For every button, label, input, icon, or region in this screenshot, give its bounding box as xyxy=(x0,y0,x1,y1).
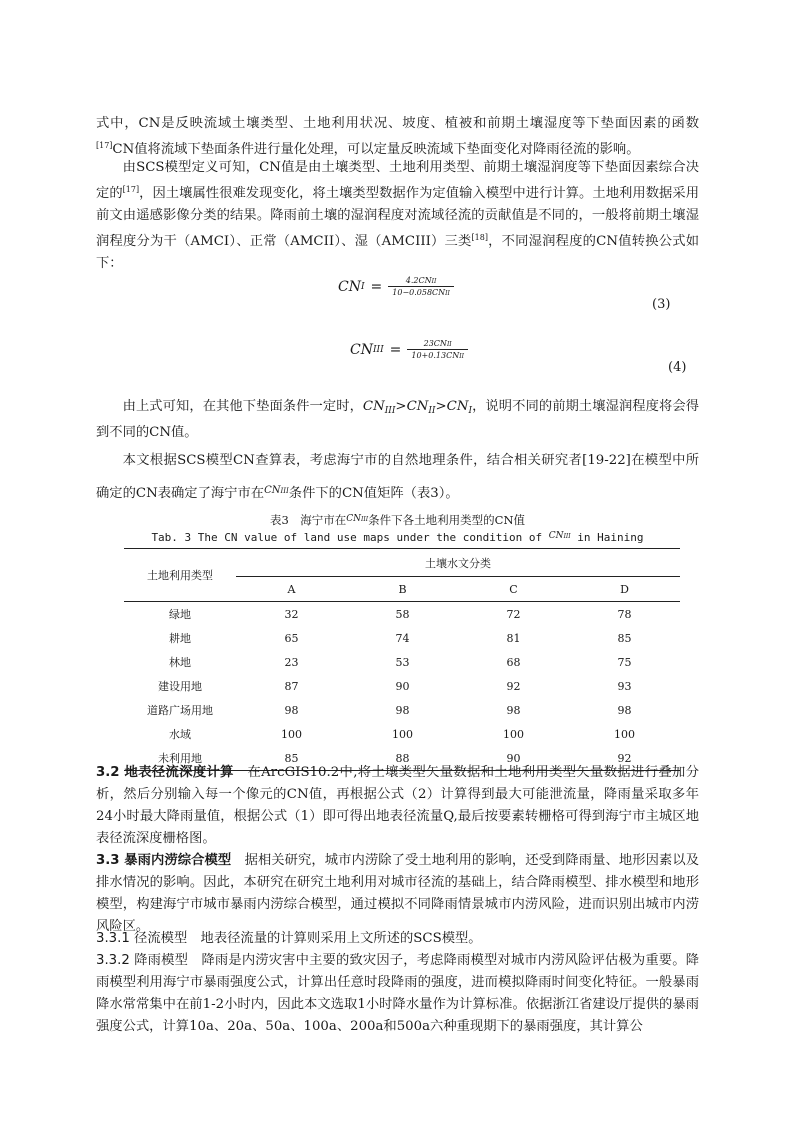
col-header-d: D xyxy=(569,577,680,602)
cn-value-table xyxy=(124,548,680,771)
table-cell: 74 xyxy=(395,631,410,645)
formula-fraction xyxy=(407,339,468,360)
cn-sub: I xyxy=(468,406,473,416)
table-caption-zh xyxy=(96,512,699,528)
section-3-3-1 xyxy=(96,928,699,950)
table-cell: 100 xyxy=(614,727,635,741)
table-caption-en xyxy=(96,531,699,544)
row-label: 水域 xyxy=(169,728,191,741)
table-cell: 58 xyxy=(395,607,410,621)
cn-iii-symbol xyxy=(549,531,571,541)
caption-text: 条件下各土地利用类型的CN值 xyxy=(368,513,526,527)
table-cell: 75 xyxy=(617,655,632,669)
equals-sign: = xyxy=(389,341,402,358)
col-header-a: A xyxy=(236,577,347,602)
row-label: 未利用地 xyxy=(124,746,236,771)
table-cell: 98 xyxy=(617,703,632,717)
row-label: 耕地 xyxy=(169,632,191,645)
table-cell: 87 xyxy=(284,679,299,693)
denominator-text: 10−0.058CN xyxy=(392,288,446,297)
table-cell: 72 xyxy=(506,607,521,621)
citation: [17] xyxy=(122,185,140,194)
paragraph-text: 条件下的CN值矩阵（表3）。 xyxy=(288,486,459,501)
formula-lhs: CN xyxy=(338,278,361,295)
col-header-b: B xyxy=(347,577,458,602)
table-cell: 90 xyxy=(395,679,410,693)
paragraph-text: 式中，CN是反映流域土壤类型、土地利用状况、坡度、植被和前期土壤湿度等下垫面因素的函数 xyxy=(96,116,699,131)
table-row xyxy=(124,674,680,698)
cn-sub: III xyxy=(280,487,289,495)
table-cell: 65 xyxy=(284,631,299,645)
cn-iii-symbol xyxy=(346,514,368,524)
table-cell: 90 xyxy=(458,746,569,771)
section-body: 据相关研究，城市内涝除了受土地利用的影响，还受到降雨量、地形因素以及排水情况的影响。因此，本研究在研究土地利用对城市径流的基础上，结合降雨模型、排水模型和地形模型，构建海宁市城市暴雨内涝综合模型，通过模拟不同降雨情景城市内涝风险，进而识别出城市内涝风险区。 xyxy=(96,853,700,934)
formula-subscript: I xyxy=(360,281,365,292)
numerator-text: 23CN xyxy=(423,339,447,348)
table-cell: 98 xyxy=(284,703,299,717)
paragraph-text: ，因土壤属性很难发现变化，将土壤类型数据作为定值输入模型中进行计算。土地利用数据采用前文由遥感影像分类的结果。降雨前土壤的湿润程度对流域径流的贡献值是不同的，一般将前期土壤湿润程度分为干（AMCI）、正常（AMCII）、湿（AMCIII）三类 xyxy=(96,186,700,249)
cn-symbol: CN xyxy=(264,485,281,496)
section-body: 降雨是内涝灾害中主要的致灾因子，考虑降雨模型对城市内涝风险评估极为重要。降雨模型利用海宁市暴雨强度公式，计算出任意时段降雨的强度，进而模拟降雨时间变化特征。一般暴雨降水常常集中在前1-2小时内，因此本文选取1小时降水量作为计算标准。依据浙江省建设厅提供的暴雨强度公式，计算10a、20a、50a、100a、200a和500a六种重现期下的暴雨强度，其计算公 xyxy=(96,953,700,1034)
table-cell: 98 xyxy=(395,703,410,717)
section-3-3 xyxy=(96,850,699,938)
cn-symbol: CN xyxy=(362,399,385,414)
cn-symbol: CN xyxy=(446,399,469,414)
denominator xyxy=(388,286,454,297)
table-row xyxy=(124,626,680,650)
paragraph-text: 本文根据SCS模型CN查算表，考虑海宁市的自然地理条件，结合相关研究者[19-22]在模型中所确定的CN表确定了海宁市在 xyxy=(96,453,699,501)
table-cell: 92 xyxy=(506,679,521,693)
cn-symbol: CN xyxy=(346,514,362,524)
table-cell: 92 xyxy=(569,746,680,771)
citation: [18] xyxy=(471,233,488,242)
paragraph-text: CN值将流域下垫面条件进行量化处理，可以定量反映流域下垫面变化对降雨径流的影响。 xyxy=(112,142,640,157)
col-header-landuse: 土地利用类型 xyxy=(124,549,236,602)
cn-iii-symbol xyxy=(264,485,289,496)
paragraph-cn-table-intro xyxy=(96,446,699,509)
cn-sub: III xyxy=(563,533,571,540)
cn-sub: III xyxy=(361,516,369,523)
table-cell: 100 xyxy=(392,727,413,741)
section-heading: 3.3 暴雨内涝综合模型 xyxy=(96,853,232,868)
section-body: 地表径流量的计算则采用上文所述的SCS模型。 xyxy=(187,931,482,946)
col-header-c: C xyxy=(458,577,569,602)
equation-number-4: (4) xyxy=(668,360,687,375)
table-row xyxy=(124,698,680,722)
denominator-sub: II xyxy=(459,353,464,360)
paragraph-text: 由SCS模型定义可知，CN值是由土壤类型、土地利用类型、前期土壤湿润度等下垫面因素综合决定的 xyxy=(96,160,699,201)
caption-text: 表3 海宁市在 xyxy=(269,513,347,527)
table-cell: 53 xyxy=(395,655,410,669)
paragraph-inequality xyxy=(96,396,699,444)
formula-subscript: III xyxy=(372,344,384,355)
section-3-2 xyxy=(96,762,699,850)
paragraph-cn-soil-moisture xyxy=(96,157,699,275)
table-row xyxy=(124,650,680,674)
paragraph-text: ，说明不同的前期土壤湿润程度将会得到不同的CN值。 xyxy=(96,399,700,440)
numerator xyxy=(402,276,441,286)
table-cell: 85 xyxy=(617,631,632,645)
paragraph-text: 由上式可知，在其他下垫面条件一定时， xyxy=(122,399,363,414)
cn-sub: III xyxy=(384,406,396,416)
formula-3 xyxy=(338,276,454,297)
gt-sign: > xyxy=(435,399,447,414)
cn-symbol: CN xyxy=(548,531,564,541)
table-cell: 81 xyxy=(506,631,521,645)
gt-sign: > xyxy=(395,399,407,414)
denominator-sub: II xyxy=(445,290,450,297)
table-cell: 85 xyxy=(236,746,347,771)
table-cell: 88 xyxy=(347,746,458,771)
table-cell: 32 xyxy=(284,607,299,621)
table-cell: 78 xyxy=(617,607,632,621)
denominator xyxy=(407,349,468,360)
section-heading: 3.3.2 降雨模型 xyxy=(96,953,189,968)
inequality xyxy=(363,399,472,414)
paragraph-text: ，不同湿润程度的CN值转换公式如下： xyxy=(96,234,700,271)
equals-sign: = xyxy=(370,278,383,295)
section-3-3-2 xyxy=(96,950,699,1038)
citation: [17] xyxy=(96,141,113,150)
section-body: 在ArcGIS10.2中,将土壤类型矢量数据和土地利用类型矢量数据进行叠加分析，然后分别输入每一个像元的CN值，再根据公式（2）计算得到最大可能泄流量，降雨量采取多年24小时最大降雨量值，根据公式（1）即可得出地表径流量Q,最后按要素转栅格可得到海宁市主城区地表径流深度栅格图。 xyxy=(96,765,699,846)
numerator-sub: II xyxy=(431,278,437,285)
formula-fraction xyxy=(388,276,454,297)
caption-text: Tab. 3 The CN value of land use maps under the condition of xyxy=(151,531,549,544)
caption-text: in Haining xyxy=(570,531,644,544)
section-heading: 3.3.1 径流模型 xyxy=(96,931,188,946)
cn-sub: II xyxy=(428,406,436,416)
table-row xyxy=(124,722,680,746)
section-heading: 3.2 地表径流深度计算 xyxy=(96,765,234,780)
table-cell: 68 xyxy=(506,655,521,669)
table-row xyxy=(124,602,680,627)
table-cell: 23 xyxy=(284,655,299,669)
row-label: 建设用地 xyxy=(158,680,202,693)
numerator-sub: II xyxy=(446,341,452,348)
table-cell: 93 xyxy=(617,679,632,693)
table-cell: 100 xyxy=(503,727,524,741)
table-cell: 98 xyxy=(506,703,521,717)
table-cell: 100 xyxy=(281,727,302,741)
row-label: 林地 xyxy=(169,656,191,669)
formula-4 xyxy=(350,339,468,360)
row-label: 绿地 xyxy=(169,608,191,621)
col-header-soil-group: 土壤水文分类 xyxy=(236,549,680,577)
paragraph-cn-definition xyxy=(96,113,699,161)
numerator-text: 4.2CN xyxy=(405,276,432,285)
denominator-text: 10+0.13CN xyxy=(411,351,460,360)
numerator xyxy=(420,339,456,349)
row-label: 道路广场用地 xyxy=(147,704,213,717)
cn-symbol: CN xyxy=(406,399,429,414)
formula-lhs: CN xyxy=(350,341,373,358)
equation-number-3: (3) xyxy=(652,297,671,312)
